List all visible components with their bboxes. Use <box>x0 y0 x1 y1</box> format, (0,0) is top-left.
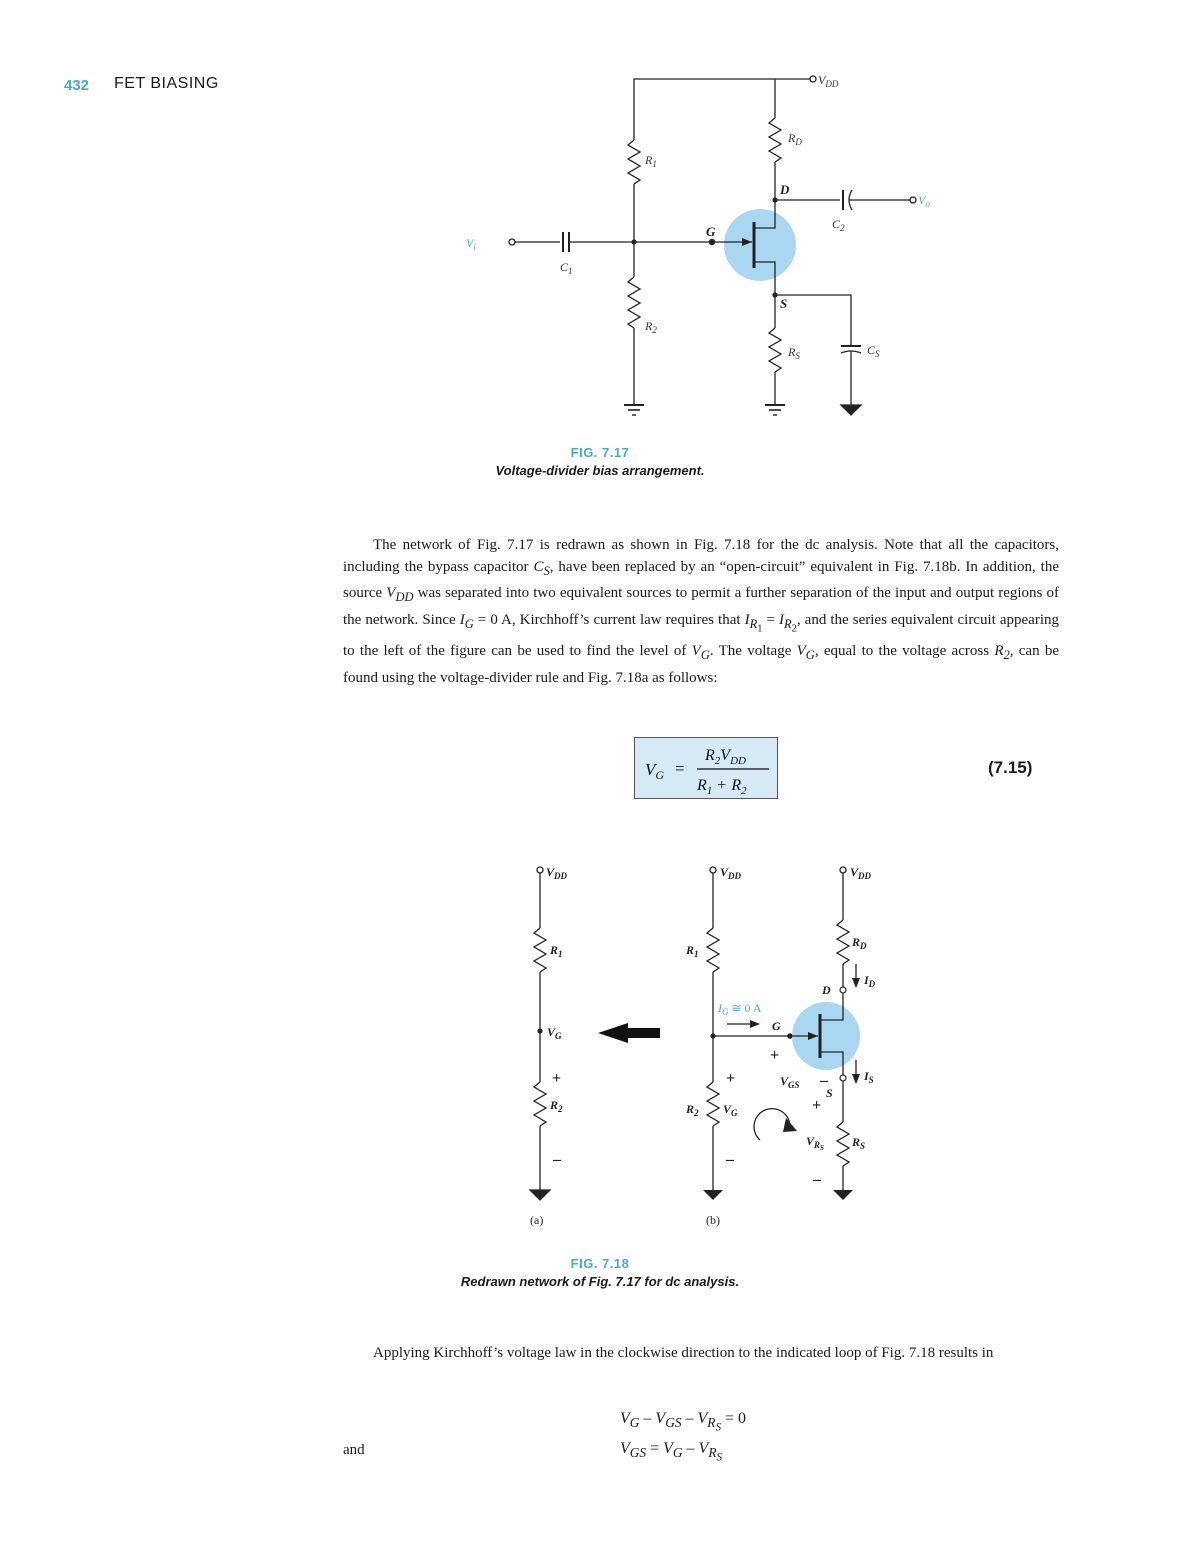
b-r1: $R_1$ <box>686 943 699 959</box>
label-r2: $R_2$ <box>645 319 657 335</box>
jfet-highlight <box>724 209 796 281</box>
a-plus: + <box>552 1070 562 1087</box>
loop-arrowhead <box>783 1118 797 1132</box>
a-r1: $R_1$ <box>550 943 563 959</box>
b-plus-gs: + <box>770 1047 780 1064</box>
b-r2: $R_2$ <box>686 1102 699 1118</box>
b-rs: $R_S$ <box>852 1135 866 1151</box>
label-vdd: $V_{DD}$ <box>818 73 839 89</box>
label-rs: $R_S$ <box>788 345 800 361</box>
equation-7-15 <box>635 738 779 800</box>
b-vdd-left: $V_{DD}$ <box>720 865 742 881</box>
b-minus-gs: – <box>820 1072 828 1089</box>
svg-text:=: = <box>675 759 685 778</box>
b-vrs: $V_RS$ <box>806 1134 824 1152</box>
b-node-g: G <box>772 1019 781 1033</box>
b-rd: $R_D$ <box>852 935 867 951</box>
paragraph-1: The network of Fig. 7.17 is redrawn as shown in Fig. 7.18 for the dc analysis. Note that all the capacitors, including the bypass capacitor $C_S$, have been replaced by an “open-circuit” equivalent in Fig. 7.18b. In addition, the source $V_{DD}$ was separated into two equivalent sources to permit a further separation of the input and output regions of the network. Since $I_G = 0$ A, Kirchhoff’s current law requires that $I_{R_1} = I_{R_2}$, and the series equivalent circuit appearing to the left of the figure can be used to find the level of $V_G$. The voltage $V_G$, equal to the voltage across $R_2$, can be found using the voltage-divider rule and Fig. 7.18a as follows: <box>343 537 1060 686</box>
b-minus-vg: – <box>726 1151 734 1168</box>
b-plus-rs: + <box>812 1097 822 1114</box>
b-vg: $V_G$ <box>723 1102 738 1118</box>
fig-7-17-number: FIG. 7.17 <box>570 445 630 460</box>
paragraph-2: Applying Kirchhoff’s voltage law in the clockwise direction to the indicated loop of Fig. 7.18 results in <box>373 1345 994 1361</box>
b-vdd-right: $V_{DD}$ <box>850 865 872 881</box>
label-cs: $C_S$ <box>867 343 880 359</box>
fig-7-17-title: Voltage-divider bias arrangement. <box>495 463 705 478</box>
running-head: FET BIASING <box>114 75 219 92</box>
fig-7-18-circuit <box>0 850 1200 1240</box>
b-minus-rs: – <box>813 1171 821 1188</box>
b-is: $I_S$ <box>864 1069 874 1085</box>
label-vi: $V_i$ <box>466 236 476 252</box>
b-plus-vg: + <box>726 1070 736 1087</box>
label-vo: $V_o$ <box>918 193 930 209</box>
fig-7-17-circuit <box>0 0 1200 440</box>
label-b: (b) <box>706 1213 720 1227</box>
big-arrow <box>598 1023 660 1043</box>
a-minus: – <box>553 1151 561 1168</box>
b-node-s: S <box>826 1086 833 1100</box>
node-g: G <box>706 224 716 239</box>
label-a: (a) <box>530 1213 544 1227</box>
kvl-equation-2: $V_{GS} = V_G - V_{R_S}$ <box>620 1440 723 1464</box>
label-c2: $C_2$ <box>832 217 845 233</box>
svg-text:VG: $V_G$ <box>645 760 665 782</box>
b-vgs: $V_{GS}$ <box>780 1074 800 1090</box>
svg-text:R1+R2: $R_1 + R_2$ <box>697 777 747 797</box>
b-node-d: D <box>822 983 831 997</box>
label-r1: $R_1$ <box>645 153 657 169</box>
fig-7-18-caption <box>0 1256 1200 1289</box>
a-vdd: $V_{DD}$ <box>546 865 568 881</box>
equation-7-15-box <box>634 737 778 799</box>
node-s: S <box>780 296 788 311</box>
node-d: D <box>780 182 790 197</box>
equation-number: (7.15) <box>988 758 1033 777</box>
page-number: 432 <box>64 77 90 94</box>
fig-7-17-caption <box>0 445 1200 478</box>
and-word: and <box>343 1442 365 1458</box>
b-id: $I_D$ <box>864 973 876 989</box>
a-vg: $V_G$ <box>547 1025 562 1041</box>
kvl-equation-1: $V_G - V_{GS} - V_{R_S} = 0$ <box>620 1410 747 1434</box>
ig-label: $I_G$ ≅ 0 A <box>718 1001 762 1017</box>
fig-7-18-number: FIG. 7.18 <box>570 1256 630 1271</box>
fig-7-18-title: Redrawn network of Fig. 7.17 for dc analysis. <box>460 1274 740 1289</box>
label-c1: $C_1$ <box>560 260 573 276</box>
a-r2: $R_2$ <box>550 1098 563 1114</box>
svg-text:R2VDD: $R_2V_{DD}$ <box>705 747 746 767</box>
label-rd: $R_D$ <box>788 131 802 147</box>
